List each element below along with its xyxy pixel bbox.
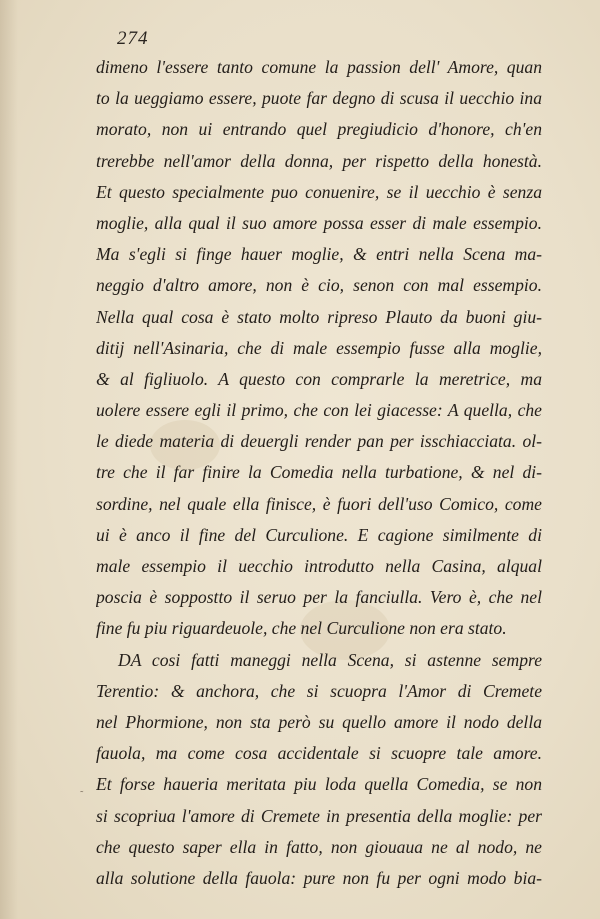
text-line: Ma s'egli si finge hauer moglie, & entri nella Scena ma- (96, 244, 542, 265)
text-line: fauola, ma come cosa accidentale si scuopre tale amore. (96, 743, 542, 764)
text-line: uolere essere egli il primo, che con lei giacesse: A quella, che (96, 400, 542, 421)
text-line: Et forse haueria meritata piu loda quella Comedia, se non (96, 774, 542, 795)
text-line: alla solutione della fauola: pure non fu per ogni modo bia- (96, 867, 542, 888)
body-text (96, 52, 542, 894)
text-line: moglie, alla qual il suo amore possa esser di male essempio. (96, 212, 542, 233)
text-line: sordine, nel quale ella finisce, è fuori dell'uso Comico, come (96, 493, 542, 514)
page-edge-shadow (0, 0, 18, 919)
text-line: ui è anco il fine del Curculione. E cagione similmente di (96, 524, 542, 545)
text-line: Terentio: & anchora, che si scuopra l'Amor di Cremete (96, 680, 542, 701)
page-number: 274 (117, 28, 149, 49)
text-line: tre che il far finire la Comedia nella turbatione, & nel di- (96, 462, 542, 483)
text-line: fine fu piu riguardeuole, che nel Curculione non era stato. (96, 618, 507, 639)
text-line: morato, non ui entrando quel pregiudicio d'honore, ch'en (96, 119, 542, 140)
text-line: neggio d'altro amore, non è cio, senon con mal essempio. (96, 275, 542, 296)
text-line: Nella qual cosa è stato molto ripreso Plauto da buoni giu- (96, 306, 542, 327)
text-line: to la ueggiamo essere, puote far degno di scusa il uecchio ina (96, 88, 542, 109)
text-line: si scopriua l'amore di Cremete in presentia della moglie: per (96, 805, 542, 826)
text-line: male essempio il uecchio introdutto nella Casina, alqual (96, 556, 542, 576)
text-line: le diede materia di deuergli render pan per isschiacciata. ol- (96, 431, 542, 452)
text-line: ditij nell'Asinaria, che di male essempio fusse alla moglie, (96, 337, 542, 358)
text-line: dimeno l'essere tanto comune la passion dell' Amore, quan (96, 57, 542, 77)
text-line: DA cosi fatti maneggi nella Scena, si astenne sempre (118, 649, 542, 670)
margin-mark: ˜ (80, 790, 84, 801)
text-line: Et questo specialmente puo conuenire, se il uecchio è senza (96, 181, 542, 202)
text-line: che questo saper ella in fatto, non giouaua ne al nodo, ne (96, 836, 542, 857)
text-line: & al figliuolo. A questo con comprarle la meretrice, ma (96, 368, 542, 389)
text-line: poscia è soppostto il seruo per la fanciulla. Vero è, che nel (96, 587, 542, 608)
text-line: trerebbe nell'amor della donna, per rispetto della honestà. (96, 150, 542, 171)
text-line: nel Phormione, non sta però su quello amore il nodo della (96, 711, 542, 732)
